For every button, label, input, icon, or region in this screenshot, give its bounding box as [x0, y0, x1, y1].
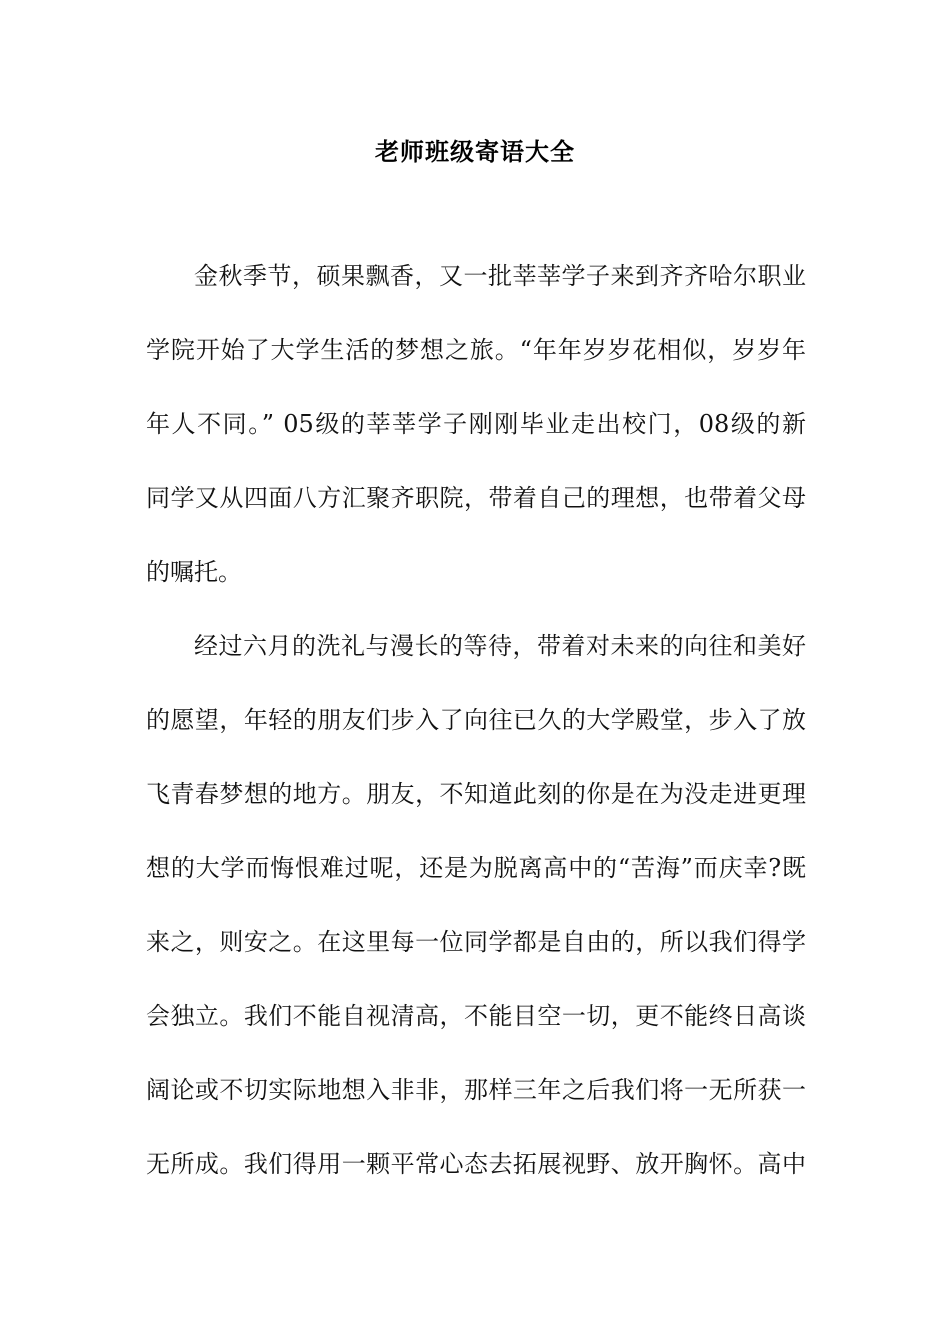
- paragraph-2-line-7: 阔论或不切实际地想入非非，那样三年之后我们将一无所获一: [146, 1076, 806, 1104]
- paragraph-2-line-8: 无所成。我们得用一颗平常心态去拓展视野、放开胸怀。高中: [146, 1150, 806, 1178]
- paragraph-1-line-3: 年人不同。” 05级的莘莘学子刚刚毕业走出校门，08级的新: [146, 410, 806, 438]
- paragraph-1-line-2: 学院开始了大学生活的梦想之旅。“年年岁岁花相似，岁岁年: [146, 336, 806, 364]
- document-body: [146, 0, 806, 1344]
- paragraph-1-line-5: 的嘱托。: [146, 558, 242, 586]
- paragraph-1-line-1: 金秋季节，硕果飘香，又一批莘莘学子来到齐齐哈尔职业: [194, 262, 806, 290]
- paragraph-2-line-4: 想的大学而悔恨难过呢，还是为脱离高中的“苦海”而庆幸?既: [146, 854, 806, 882]
- document-title: 老师班级寄语大全: [375, 138, 575, 166]
- paragraph-1-line-4: 同学又从四面八方汇聚齐职院，带着自己的理想，也带着父母: [146, 484, 806, 512]
- paragraph-2-line-1: 经过六月的洗礼与漫长的等待，带着对未来的向往和美好: [194, 632, 806, 660]
- paragraph-2-line-6: 会独立。我们不能自视清高，不能目空一切，更不能终日高谈: [146, 1002, 806, 1030]
- paragraph-2-line-5: 来之，则安之。在这里每一位同学都是自由的，所以我们得学: [146, 928, 806, 956]
- paragraph-2-line-3: 飞青春梦想的地方。朋友，不知道此刻的你是在为没走进更理: [146, 780, 806, 808]
- paragraph-2-line-2: 的愿望，年轻的朋友们步入了向往已久的大学殿堂，步入了放: [146, 706, 806, 734]
